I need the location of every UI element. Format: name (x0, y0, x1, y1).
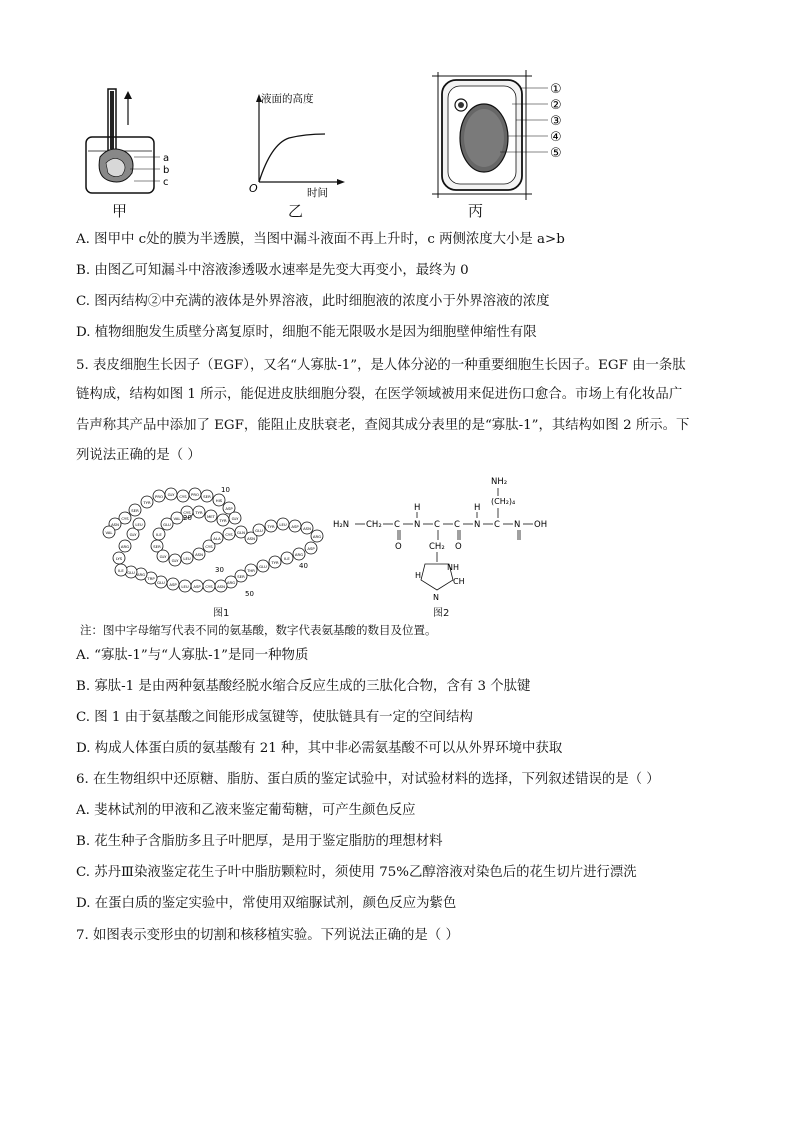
residue-label: HIS (215, 497, 223, 503)
residue-label: ASN (217, 583, 225, 589)
residue-label: LEU (183, 555, 191, 561)
figure-2-oligopeptide-structure (331, 474, 561, 609)
yi-y-axis-label: 液面的高度 (261, 93, 314, 105)
q5-stem-line-3: 告声称其产品中添加了 EGF，能阻止皮肤衰老，查阅其成分表里的是“寡肽-1”，其结构如图 2 所示。下 (76, 418, 690, 433)
q4-option-c: C. 图丙结构②中充满的液体是外界溶液，此时细胞液的浓度小于外界溶液的浓度 (76, 294, 550, 309)
residue-label: ASN (247, 535, 255, 541)
fig2-atom-h-ring: H (415, 571, 422, 580)
bing-label-4: ④ (550, 130, 562, 145)
fig2-atom-n1: N (414, 520, 421, 530)
figure-yi-label: 乙 (288, 202, 304, 220)
residue-label: LYS (115, 555, 123, 561)
fig2-atom-nh: NH (447, 563, 459, 572)
residue-label: ASN (303, 525, 311, 531)
fig2-atom-c4: C (494, 520, 500, 530)
fig2-atom-ch: CH (453, 577, 465, 586)
figure-yi-graph (245, 90, 355, 200)
q6-option-d: D. 在蛋白质的鉴定实验中，常使用双缩脲试剂，颜色反应为紫色 (76, 896, 457, 911)
residue-label: ARG (294, 551, 304, 557)
residue-label: ASN (195, 551, 203, 557)
bing-label-5: ⑤ (550, 146, 562, 161)
residue-label: LEU (279, 521, 287, 527)
fig2-atom-nh2: NH₂ (491, 477, 508, 487)
residue-label: THR (247, 567, 255, 573)
residue-label: GLU (259, 563, 267, 569)
fig2-atom-h2: H (474, 503, 481, 513)
jia-label-a: a (163, 153, 170, 164)
residue-label: ALA (213, 535, 221, 541)
residue-position-number: 40 (299, 562, 308, 570)
fig2-atom-o1: O (395, 542, 402, 552)
figure-bing-plant-cell (430, 68, 595, 203)
residue-label: GLU (163, 521, 171, 527)
residue-label: CYS (183, 509, 191, 515)
q5-stem-line-4: 列说法正确的是（ ） (76, 448, 201, 463)
residue-label: GLY (231, 515, 239, 521)
residue-label: PRO (191, 491, 199, 497)
residue-label: ARG (312, 533, 322, 539)
residue-label: ARG (120, 543, 130, 549)
bing-label-2: ② (550, 98, 562, 113)
q5-option-d: D. 构成人体蛋白质的氨基酸有 21 种，其中非必需氨基酸不可以从外界环境中获取 (76, 741, 563, 756)
residue-label: ILE (284, 555, 290, 561)
residue-label: ILE (118, 567, 124, 573)
osmosis-figure-row (70, 60, 630, 225)
q5-stem-line-1: 5. 表皮细胞生长因子（EGF），又名“人寡肽-1”，是人体分泌的一种重要细胞生长因子。EGF 由一条肽 (76, 358, 686, 373)
residue-position-number: 20 (183, 514, 192, 522)
residue-label: SER (237, 573, 245, 579)
q4-option-a: A. 图甲中 c处的膜为半透膜，当图中漏斗液面不再上升时，c 两侧浓度大小是 a>b (76, 232, 565, 247)
residue-label: SER (131, 507, 139, 513)
residue-label: SER (153, 543, 161, 549)
q4-option-d: D. 植物细胞发生质壁分离复原时，细胞不能无限吸水是因为细胞壁伸缩性有限 (76, 325, 537, 340)
bing-label-3: ③ (550, 114, 562, 129)
residue-label: MET (207, 513, 215, 519)
residue-position-number: 30 (215, 566, 224, 574)
residue-label: GLY (167, 491, 175, 497)
fig2-atom-c1: C (394, 520, 400, 530)
q5-option-c: C. 图 1 由于氨基酸之间能形成氢键等，使肽链具有一定的空间结构 (76, 710, 473, 725)
residue-label: GLU (127, 569, 135, 575)
residue-position-number: 50 (245, 590, 254, 598)
residue-label: ASP (291, 523, 299, 529)
fig2-atom-oh: OH (534, 520, 548, 530)
residue-label: CYS (225, 531, 233, 537)
figure-jia-label: 甲 (112, 202, 128, 220)
fig2-atom-o2: O (455, 542, 462, 552)
residue-label: TYR (267, 523, 275, 529)
residue-label: ILE (156, 531, 162, 537)
figure-note: 注：图中字母缩写代表不同的氨基酸，数字代表氨基酸的数目及位置。 (80, 623, 437, 637)
residue-label: GLU (255, 527, 263, 533)
q5-option-b: B. 寡肽-1 是由两种氨基酸经脱水缩合反应生成的三肽化合物，含有 3 个肽键 (76, 679, 531, 694)
residue-label: TYR (271, 559, 279, 565)
residue-label: ARG (226, 579, 236, 585)
residue-label: SER (203, 493, 211, 499)
residue-label: ARG (136, 571, 146, 577)
residue-label: GLY (129, 531, 137, 537)
jia-label-b: b (163, 165, 170, 176)
residue-label: CYS (205, 543, 213, 549)
figure-2-label: 图2 (433, 608, 450, 619)
bing-label-1: ① (550, 82, 562, 97)
fig2-atom-h2n: H₂N (333, 520, 350, 530)
residue-label: LEU (181, 583, 189, 589)
residue-label: PRO (155, 493, 163, 499)
yi-origin-label: O (249, 182, 258, 195)
residue-label: TRP (147, 575, 155, 581)
residue-label: LEU (135, 521, 143, 527)
residue-label: VAL (105, 529, 113, 535)
residue-label: ASP (169, 581, 177, 587)
fig2-atom-ch2: CH₂ (366, 520, 382, 530)
fig2-atom-ch2-4: (CH₂)₄ (491, 497, 516, 506)
residue-label: ASP (307, 545, 315, 551)
jia-label-c: c (163, 177, 169, 188)
fig2-atom-c2: C (434, 520, 440, 530)
q6-option-b: B. 花生种子含脂肪多且子叶肥厚，是用于鉴定脂肪的理想材料 (76, 834, 443, 849)
residue-label: ASP (225, 505, 233, 511)
residue-label: CYS (121, 515, 129, 521)
residue-label: CYS (205, 583, 213, 589)
residue-label: ASP (193, 583, 201, 589)
fig2-atom-ch2-b: CH₂ (429, 542, 445, 552)
residue-label: TYR (195, 509, 203, 515)
yi-x-axis-label: 时间 (307, 187, 328, 199)
fig2-atom-n-ring: N (433, 593, 439, 602)
q6-option-a: A. 斐林试剂的甲液和乙液来鉴定葡萄糖，可产生颜色反应 (76, 803, 416, 818)
egf-figure-row (95, 474, 555, 624)
fig2-atom-c3: C (454, 520, 460, 530)
figure-1-egf-chain (95, 474, 335, 614)
residue-label: GLY (159, 553, 167, 559)
q6-option-c: C. 苏丹Ⅲ染液鉴定花生子叶中脂肪颗粒时，须使用 75%乙醇溶液对染色后的花生切片进行漂洗 (76, 865, 637, 880)
figure-1-label: 图1 (213, 608, 230, 619)
residue-label: GLU (157, 579, 165, 585)
residue-position-number: 10 (221, 486, 230, 494)
fig2-atom-n2: N (474, 520, 481, 530)
residue-label: TYR (219, 517, 227, 523)
q5-option-a: A. “寡肽-1”与“人寡肽-1”是同一种物质 (76, 648, 309, 663)
residue-label: ASN (111, 521, 119, 527)
residue-label: CYS (179, 493, 187, 499)
figure-bing-label: 丙 (468, 202, 484, 220)
fig2-atom-h1: H (414, 503, 421, 513)
residue-label: GLY (171, 557, 179, 563)
residue-label: VAL (173, 515, 181, 521)
residue-label: TYR (143, 499, 151, 505)
fig2-atom-c5: N (514, 520, 521, 530)
q4-option-b: B. 由图乙可知漏斗中溶液渗透吸水速率是先变大再变小，最终为 0 (76, 263, 469, 278)
q6-stem: 6. 在生物组织中还原糖、脂肪、蛋白质的鉴定试验中，对试验材料的选择，下列叙述错误的是（ ） (76, 772, 660, 787)
q7-stem: 7. 如图表示变形虫的切割和核移植实验。下列说法正确的是（ ） (76, 928, 459, 943)
figure-jia-funnel-diagram (80, 85, 190, 200)
residue-label: GLN (237, 529, 245, 535)
q5-stem-line-2: 链构成，结构如图 1 所示，能促进皮肤细胞分裂，在医学领域被用来促进伤口愈合。市场上有化妆品广 (76, 387, 683, 402)
